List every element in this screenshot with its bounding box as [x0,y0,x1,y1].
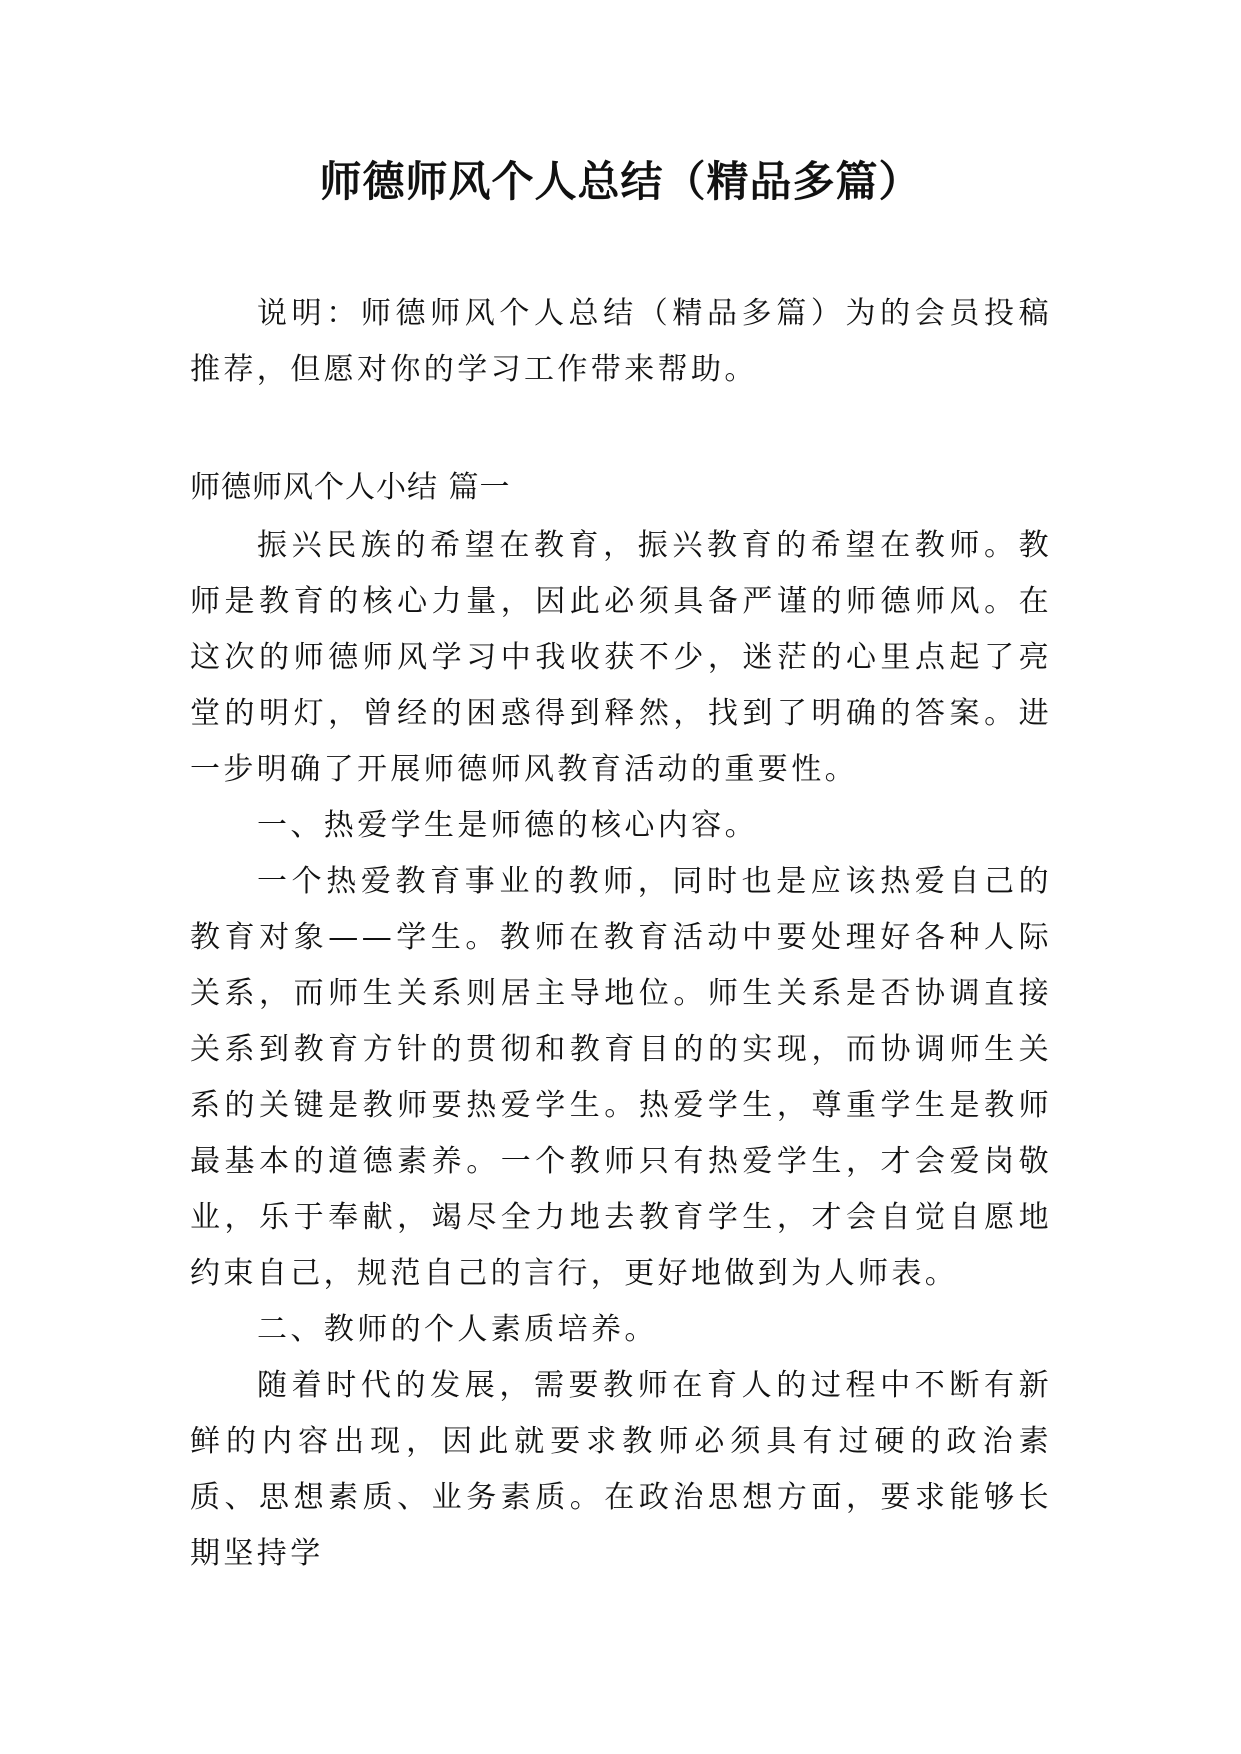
subheading-2: 二、教师的个人素质培养。 [257,1312,658,1347]
subheading-1: 一、热爱学生是师德的核心内容。 [257,808,758,843]
document-title: 师德师风个人总结（精品多篇） [319,157,922,206]
section-heading: 师德师风个人小结 篇一 [190,470,511,505]
body-paragraph: 振兴民族的希望在教育，振兴教育的希望在教师。教师是教育的核心力量，因此必须具备严谨的师德师风。在这次的师德师风学习中我收获不少，迷茫的心里点起了亮堂的明灯，曾经的困惑得到释然，找到了明确的答案。进一步明确了开展师德师风教育活动的重要性。 [190,528,1052,787]
document-body [190,286,1052,1582]
intro-paragraph: 说明：师德师风个人总结（精品多篇）为的会员投稿推荐，但愿对你的学习工作带来帮助。 [190,296,1052,387]
body-paragraph: 随着时代的发展，需要教师在育人的过程中不断有新鲜的内容出现，因此就要求教师必须具有过硬的政治素质、思想素质、业务素质。在政治思想方面，要求能够长期坚持学 [190,1368,1052,1571]
body-paragraph: 一个热爱教育事业的教师，同时也是应该热爱自己的教育对象——学生。教师在教育活动中要处理好各种人际关系，而师生关系则居主导地位。师生关系是否协调直接关系到教育方针的贯彻和教育目的的实现，而协调师生关系的关键是教师要热爱学生。热爱学生，尊重学生是教师最基本的道德素养。一个教师只有热爱学生，才会爱岗敬业，乐于奉献，竭尽全力地去教育学生，才会自觉自愿地约束自己，规范自己的言行，更好地做到为人师表。 [190,864,1052,1291]
